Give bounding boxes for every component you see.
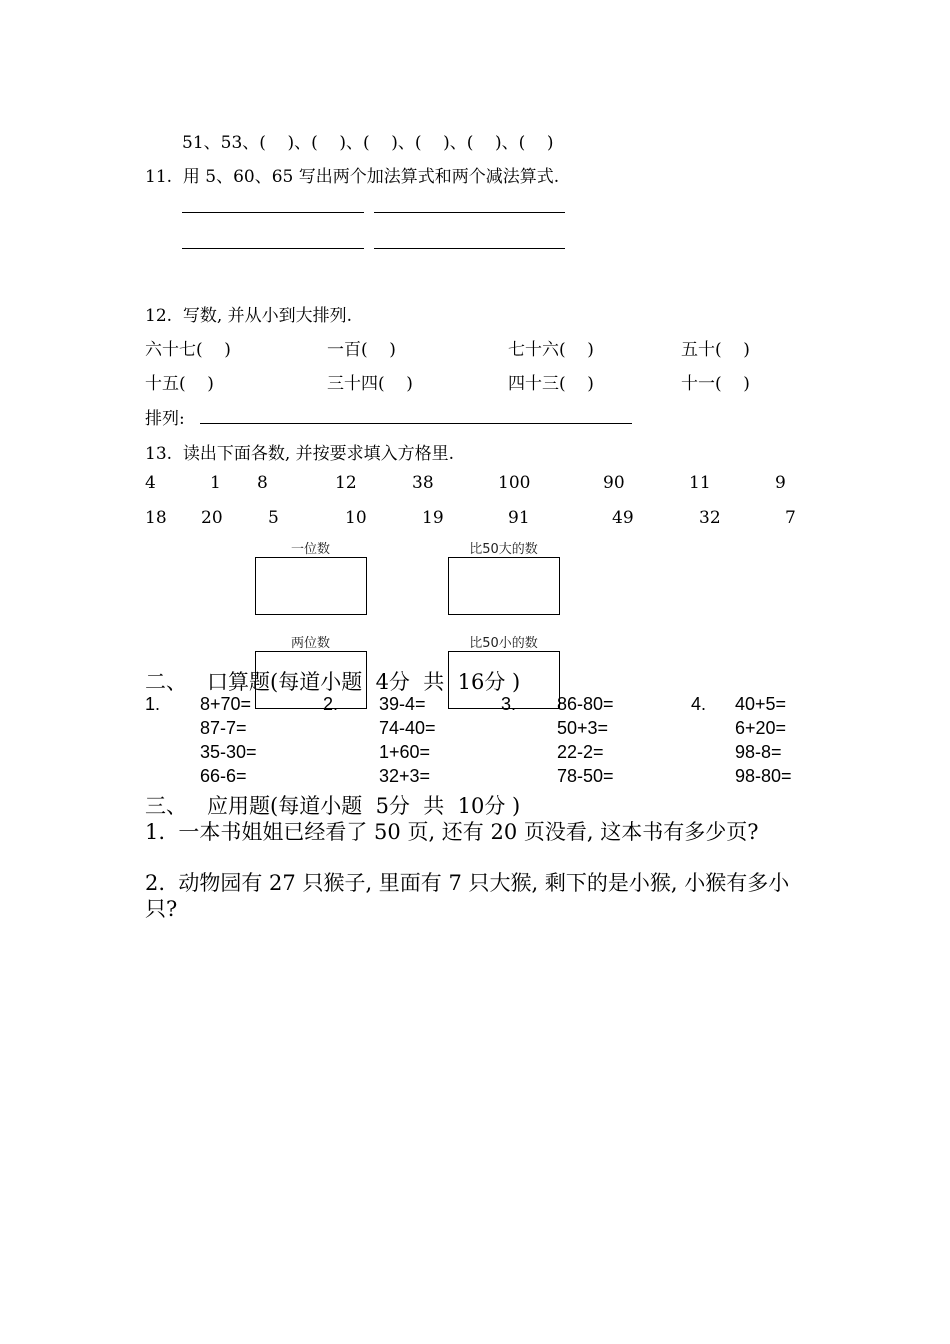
arithmetic-item: 1+60= (379, 742, 431, 762)
box-label-greater-50: 比50大的数 (469, 542, 538, 557)
answer-line[interactable] (374, 212, 565, 213)
q12-item: 一百( ) (327, 340, 396, 360)
q12-item: 十一( ) (681, 374, 750, 394)
q12-item: 三十四( ) (327, 374, 413, 394)
q12-item: 四十三( ) (508, 374, 594, 394)
answer-line[interactable] (182, 212, 364, 213)
number: 4 (145, 473, 156, 493)
arithmetic-item: 78-50= (557, 766, 614, 786)
word-problem-1: 1. 一本书姐姐已经看了 50 页, 还有 20 页没看, 这本书有多少页? (145, 820, 759, 844)
section3-heading: 三、 应用题(每道小题 5分 共 10分 ) (145, 794, 521, 818)
number: 1 (210, 473, 221, 493)
q11-prompt: 11. 用 5、60、65 写出两个加法算式和两个减法算式. (145, 167, 560, 187)
answer-line[interactable] (182, 248, 364, 249)
q12-item: 七十六( ) (508, 340, 594, 360)
arithmetic-item: 39-4= (379, 694, 426, 714)
box-label-two-digit: 两位数 (290, 636, 330, 651)
number: 32 (699, 508, 721, 528)
q12-item: 十五( ) (145, 374, 214, 394)
greater-than-50-box[interactable] (448, 557, 560, 615)
arithmetic-item: 40+5= (735, 694, 787, 714)
q12-prompt: 12. 写数, 并从小到大排列. (145, 306, 353, 326)
number: 10 (345, 508, 367, 528)
arithmetic-item: 86-80= (557, 694, 614, 714)
column-number: 4. (691, 694, 707, 714)
q12-item: 六十七( ) (145, 340, 231, 360)
arithmetic-item: 87-7= (200, 718, 247, 738)
word-problem-2-cont: 只? (145, 897, 178, 921)
arithmetic-item: 74-40= (379, 718, 436, 738)
arithmetic-item: 98-8= (735, 742, 782, 762)
number: 19 (422, 508, 444, 528)
order-label: 排列: (145, 409, 185, 429)
q12-item: 五十( ) (681, 340, 750, 360)
number: 91 (508, 508, 530, 528)
q13-prompt: 13. 读出下面各数, 并按要求填入方格里. (145, 444, 455, 464)
number: 18 (145, 508, 167, 528)
column-number: 3. (501, 694, 517, 714)
column-number: 1. (145, 694, 161, 714)
box-label-less-50: 比50小的数 (469, 636, 538, 651)
arithmetic-item: 50+3= (557, 718, 609, 738)
arithmetic-item: 35-30= (200, 742, 257, 762)
arithmetic-item: 22-2= (557, 742, 604, 762)
number: 90 (603, 473, 625, 493)
word-problem-2: 2. 动物园有 27 只猴子, 里面有 7 只大猴, 剩下的是小猴, 小猴有多小 (145, 871, 790, 895)
arithmetic-item: 66-6= (200, 766, 247, 786)
number: 11 (689, 473, 711, 493)
arithmetic-item: 32+3= (379, 766, 431, 786)
number: 7 (785, 508, 796, 528)
q10-sequence: 51、53、( )、( )、( )、( )、( )、( ) (182, 133, 554, 153)
arithmetic-item: 6+20= (735, 718, 787, 738)
number: 49 (612, 508, 634, 528)
arithmetic-item: 8+70= (200, 694, 252, 714)
answer-line[interactable] (374, 248, 565, 249)
box-label-one-digit: 一位数 (290, 542, 330, 557)
number: 5 (268, 508, 279, 528)
one-digit-box[interactable] (255, 557, 367, 615)
number: 8 (257, 473, 268, 493)
number: 20 (201, 508, 223, 528)
number: 12 (335, 473, 357, 493)
number: 38 (412, 473, 434, 493)
number: 9 (775, 473, 786, 493)
order-answer-line[interactable] (200, 423, 632, 424)
column-number: 2. (323, 694, 339, 714)
arithmetic-item: 98-80= (735, 766, 792, 786)
number: 100 (498, 473, 531, 493)
section2-heading: 二、 口算题(每道小题 4分 共 16分 ) (145, 670, 521, 694)
